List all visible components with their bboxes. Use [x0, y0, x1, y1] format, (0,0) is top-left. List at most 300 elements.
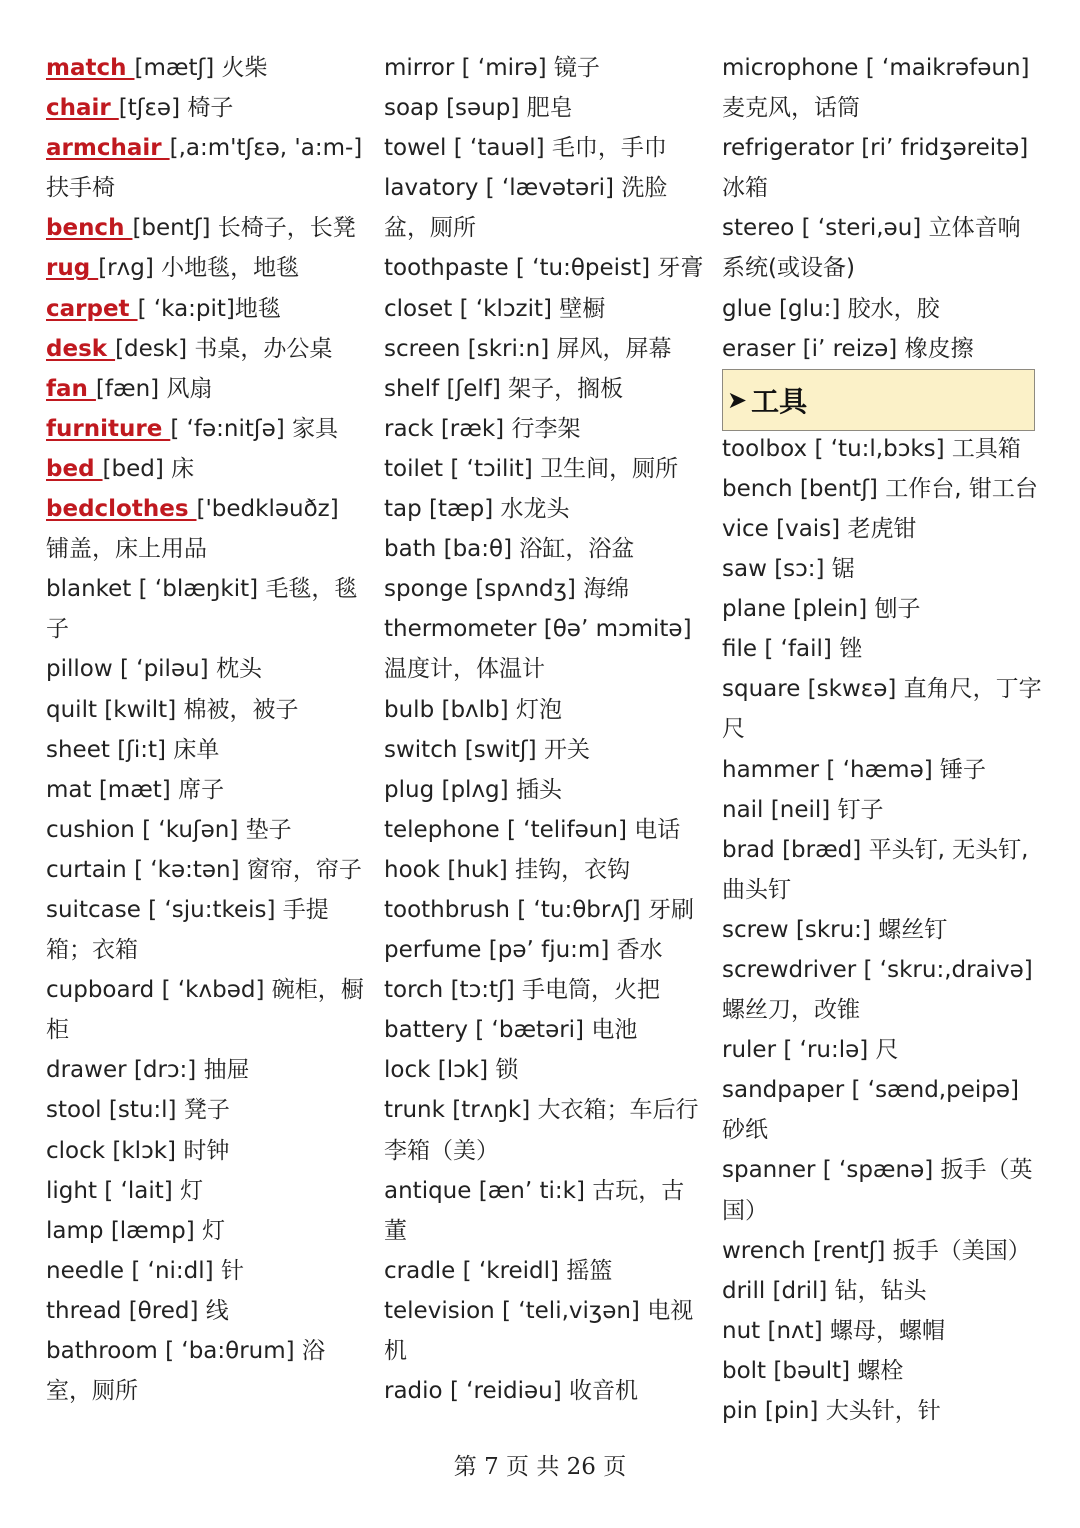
vocab-entry — [46, 409, 364, 449]
vocab-phonetic: [nʌt] — [767, 1317, 830, 1344]
vocab-meaning: 洗脸盆，厕所 — [384, 175, 668, 242]
vocab-meaning: 挂钩，衣钩 — [515, 856, 631, 883]
vocab-meaning: 浴缸，浴盆 — [519, 536, 635, 563]
vocab-phonetic: [vais] — [776, 515, 848, 542]
vocab-entry — [46, 489, 364, 569]
vocab-word: toothpaste — [384, 255, 516, 282]
vocab-meaning: 垫子 — [245, 816, 292, 843]
vocab-phonetic: [rentʃ] — [813, 1237, 893, 1264]
section-header-tools — [722, 369, 1035, 431]
vocab-word: fan — [46, 375, 96, 402]
vocab-phonetic: [ ʻtauəl] — [453, 135, 552, 162]
vocab-word: thread — [46, 1297, 129, 1324]
vocab-entry — [722, 509, 1042, 549]
vocab-meaning: 胶水，胶 — [847, 295, 940, 322]
vocab-word: toilet — [384, 455, 451, 482]
vocab-entry — [722, 1351, 1042, 1391]
vocab-word: soap — [384, 95, 447, 122]
vocab-entry — [722, 429, 1042, 469]
arrow-icon: ➤ — [727, 385, 748, 414]
vocab-phonetic: [ ʻka:pit] — [137, 295, 235, 322]
vocab-entry — [384, 609, 704, 689]
vocab-entry — [384, 1090, 704, 1170]
vocab-entry — [722, 1231, 1042, 1271]
vocab-entry — [46, 1090, 364, 1130]
vocab-meaning: 牙膏 — [657, 255, 704, 282]
vocab-word: hook — [384, 856, 448, 883]
vocab-meaning: 锉 — [839, 636, 863, 663]
vocab-entry — [384, 1251, 704, 1291]
vocab-meaning: 电池 — [591, 1017, 638, 1044]
vocab-word: drawer — [46, 1057, 134, 1084]
vocab-entry — [722, 750, 1042, 790]
vocab-word: vice — [722, 515, 777, 542]
vocab-meaning: 行李架 — [511, 415, 581, 442]
vocab-phonetic: [ ʻsju:tkeis] — [148, 896, 283, 923]
vocab-meaning: 大衣箱；车后行李箱（美） — [384, 1097, 699, 1164]
vocab-phonetic: [ʃi:t] — [117, 736, 174, 763]
vocab-phonetic: [ ʻlævətəri] — [485, 175, 622, 202]
vocab-meaning: 铺盖，床上用品 — [46, 536, 207, 563]
vocab-entry — [384, 810, 704, 850]
vocab-meaning: 屏风，屏幕 — [556, 335, 672, 362]
vocab-meaning: 麦克风，话筒 — [722, 95, 860, 122]
vocab-phonetic: [pəʼ fju:m] — [488, 937, 617, 964]
vocab-word: quilt — [46, 696, 105, 723]
vocab-word: desk — [46, 335, 116, 362]
vocab-word: mat — [46, 776, 99, 803]
vocab-entry — [46, 1331, 364, 1411]
vocab-word: saw — [722, 556, 775, 583]
vocab-entry — [722, 830, 1042, 910]
vocab-word: pillow — [46, 656, 120, 683]
vocab-phonetic: [ ʻkə:tən] — [134, 856, 247, 883]
vocab-entry — [46, 88, 364, 128]
vocab-meaning: 床 — [171, 455, 195, 482]
column-3-bottom — [722, 429, 1042, 1431]
vocab-phonetic: [læmp] — [110, 1217, 203, 1244]
vocab-meaning: 牙刷 — [647, 896, 694, 923]
vocab-phonetic: [ ʻni:dl] — [131, 1257, 221, 1284]
vocab-phonetic: [ ʻreidiəu] — [449, 1378, 570, 1405]
vocab-phonetic: [stu:l] — [108, 1097, 184, 1124]
vocab-word: bathroom — [46, 1338, 166, 1364]
vocab-entry — [46, 1131, 364, 1171]
vocab-word: curtain — [46, 856, 135, 883]
vocab-meaning: 时钟 — [183, 1137, 230, 1164]
vocab-meaning: 凳子 — [183, 1097, 230, 1124]
vocab-phonetic: [mætʃ] — [134, 55, 222, 81]
vocab-entry — [46, 1211, 364, 1251]
vocab-entry — [722, 1030, 1042, 1070]
column-1 — [46, 48, 364, 1411]
vocab-word: refrigerator — [722, 135, 862, 162]
vocab-entry — [46, 48, 364, 88]
vocab-entry — [384, 88, 704, 128]
vocab-phonetic: [tʃεə] — [118, 95, 188, 122]
vocab-meaning: 灯泡 — [515, 696, 562, 723]
vocab-phonetic: [kwilt] — [104, 696, 184, 723]
vocab-phonetic: [səup] — [446, 95, 527, 122]
vocab-entry — [722, 329, 1042, 369]
vocab-word: drill — [722, 1277, 773, 1304]
vocab-entry — [384, 529, 704, 569]
vocab-entry — [384, 730, 704, 770]
vocab-word: thermometer — [384, 616, 544, 643]
vocab-meaning: 枕头 — [215, 656, 262, 683]
vocab-meaning: 灯 — [202, 1217, 226, 1244]
vocab-phonetic: [ænʼ ti:k] — [478, 1177, 593, 1204]
vocab-entry — [722, 1391, 1042, 1431]
vocab-word: antique — [384, 1177, 479, 1204]
vocab-word: bench — [46, 215, 133, 242]
vocab-phonetic: [ ʻmirə] — [461, 55, 554, 81]
vocab-phonetic: [desk] — [115, 335, 195, 362]
vocab-word: cushion — [46, 816, 143, 843]
vocab-word: plane — [722, 596, 794, 623]
vocab-meaning: 立体音响系统(或设备) — [722, 215, 1021, 282]
vocab-phonetic: [ ʻtu:l,bɔks] — [814, 435, 952, 462]
vocab-entry — [46, 649, 364, 689]
vocab-entry — [384, 409, 704, 449]
column-3 — [722, 48, 1042, 1431]
vocab-word: suitcase — [46, 896, 149, 923]
vocab-meaning: 锤子 — [940, 756, 987, 783]
vocab-phonetic: [skru:] — [795, 916, 879, 943]
vocab-phonetic: [skwεə] — [807, 676, 904, 703]
vocab-meaning: 棉被，被子 — [183, 696, 299, 723]
vocab-phonetic: [ræk] — [440, 415, 512, 442]
vocab-word: match — [46, 55, 135, 81]
vocab-phonetic: [trʌŋk] — [452, 1097, 538, 1124]
vocab-word: file — [722, 636, 765, 663]
vocab-meaning: 钉子 — [837, 796, 884, 823]
vocab-word: pin — [722, 1398, 765, 1424]
vocab-word: bulb — [384, 696, 442, 723]
vocab-meaning: 锯 — [831, 556, 855, 583]
vocab-entry — [722, 128, 1042, 208]
vocab-phonetic: [lɔk] — [437, 1057, 496, 1084]
vocab-phonetic: [ ʻtu:θpeist] — [515, 255, 658, 282]
vocab-meaning: 砂纸 — [722, 1117, 768, 1144]
vocab-phonetic: [bentʃ] — [799, 475, 886, 502]
vocab-meaning: 螺栓 — [857, 1357, 904, 1384]
vocab-word: lock — [384, 1057, 438, 1084]
vocab-entry — [722, 1271, 1042, 1311]
vocab-entry — [722, 208, 1042, 288]
vocab-word: screw — [722, 916, 796, 943]
vocab-word: bedclothes — [46, 496, 197, 523]
vocab-phonetic: [tɔ:tʃ] — [450, 977, 522, 1004]
vocab-entry — [722, 549, 1042, 589]
vocab-word: brad — [722, 836, 783, 863]
vocab-word: ruler — [722, 1037, 784, 1064]
vocab-entry — [384, 369, 704, 409]
vocab-phonetic: [ ʻsteri,əu] — [801, 215, 929, 242]
vocab-entry — [384, 1371, 704, 1411]
vocab-phonetic: [glu:] — [779, 295, 848, 322]
vocab-word: towel — [384, 135, 454, 162]
vocab-meaning: 肥皂 — [526, 95, 573, 122]
vocab-meaning: 大头针，针 — [825, 1398, 941, 1424]
vocab-word: stereo — [722, 215, 802, 242]
vocab-meaning: 床单 — [173, 736, 220, 763]
vocab-meaning: 线 — [205, 1297, 229, 1324]
vocab-entry — [384, 1050, 704, 1090]
vocab-meaning: 手电筒，火把 — [521, 977, 660, 1004]
vocab-entry — [46, 730, 364, 770]
vocab-phonetic: [ ʻtɔilit] — [450, 455, 541, 482]
vocab-meaning: 冰箱 — [722, 175, 768, 202]
vocab-phonetic: [ ʻbætəri] — [475, 1017, 592, 1044]
vocab-entry — [384, 690, 704, 730]
vocab-word: rack — [384, 415, 441, 442]
vocab-word: perfume — [384, 937, 489, 964]
vocab-meaning: 老虎钳 — [847, 515, 917, 542]
vocab-phonetic: [ ʻtu:θbrʌʃ] — [517, 896, 648, 923]
vocab-meaning: 海绵 — [583, 576, 630, 603]
vocab-phonetic: [ ʻpiləu] — [119, 656, 216, 683]
vocab-phonetic: [ ʻhæmə] — [826, 756, 941, 783]
vocab-entry — [384, 449, 704, 489]
vocab-phonetic: [ ʻkreidl] — [462, 1257, 567, 1284]
vocab-word: wrench — [722, 1237, 814, 1264]
vocab-word: furniture — [46, 415, 171, 442]
vocab-word: eraser — [722, 335, 803, 362]
vocab-word: clock — [46, 1137, 113, 1164]
vocab-phonetic: [dril] — [772, 1277, 835, 1304]
vocab-meaning: 小地毯，地毯 — [161, 255, 300, 282]
vocab-word: spanner — [722, 1157, 823, 1184]
vocab-meaning: 灯 — [180, 1177, 204, 1204]
vocab-phonetic: [,a:m'tʃεə, 'a:m-] — [169, 135, 363, 162]
vocab-phonetic: [bʌlb] — [441, 696, 516, 723]
vocab-meaning: 火柴 — [221, 55, 268, 81]
vocab-phonetic: [tæp] — [429, 496, 501, 523]
vocab-phonetic: [mæt] — [98, 776, 179, 803]
vocab-entry — [46, 1171, 364, 1211]
vocab-entry — [46, 329, 364, 369]
vocab-entry — [46, 690, 364, 730]
vocab-meaning: 家具 — [292, 415, 339, 442]
vocab-word: microphone — [722, 55, 866, 81]
vocab-entry — [46, 1291, 364, 1331]
vocab-entry — [722, 469, 1042, 509]
vocab-phonetic: [ ʻsænd,peipə] — [851, 1077, 1019, 1104]
vocab-entry — [46, 770, 364, 810]
vocab-phonetic: [drɔ:] — [133, 1057, 204, 1084]
vocab-word: square — [722, 676, 808, 703]
vocab-entry — [722, 289, 1042, 329]
vocab-entry — [384, 1291, 704, 1371]
vocab-meaning: 手提箱；衣箱 — [46, 896, 329, 964]
vocab-meaning: 碗柜，橱柜 — [46, 977, 364, 1044]
vocab-phonetic: [ ʻlait] — [104, 1177, 181, 1204]
vocab-phonetic: [ba:θ] — [443, 536, 520, 563]
vocab-word: bed — [46, 455, 103, 482]
vocab-entry — [722, 950, 1042, 1030]
vocab-meaning: 开关 — [543, 736, 590, 763]
vocab-word: telephone — [384, 816, 507, 843]
section-title: 工具 — [751, 384, 808, 418]
vocab-entry — [46, 248, 364, 288]
vocab-word: screwdriver — [722, 956, 864, 983]
vocab-word: armchair — [46, 135, 170, 162]
vocab-entry — [384, 1010, 704, 1050]
vocab-word: cradle — [384, 1257, 463, 1284]
vocab-word: closet — [384, 295, 460, 322]
vocab-entry — [384, 248, 704, 288]
vocab-entry — [384, 48, 704, 88]
vocab-phonetic: [skri:n] — [467, 335, 557, 362]
vocab-entry — [384, 168, 704, 248]
vocab-phonetic: [riʼ fridʒəreitə] — [861, 135, 1029, 162]
vocab-word: lamp — [46, 1217, 111, 1244]
vocab-phonetic: [ ʻblæŋkit] — [138, 576, 266, 603]
vocab-word: plug — [384, 776, 442, 803]
vocab-entry — [46, 890, 364, 970]
vocab-phonetic: [ ʻru:lə] — [783, 1037, 876, 1064]
vocab-meaning: 椅子 — [187, 95, 234, 122]
vocab-meaning: 毛毯，毯子 — [46, 576, 358, 643]
column-3-top — [722, 48, 1042, 369]
vocab-phonetic: [θəʼ mɔmitə] — [543, 616, 692, 643]
vocab-phonetic: ['bedkləuðz] — [196, 496, 339, 523]
vocab-entry — [46, 1050, 364, 1090]
vocab-word: nail — [722, 796, 771, 823]
vocab-word: needle — [46, 1257, 132, 1284]
vocab-word: light — [46, 1177, 105, 1204]
vocab-entry — [722, 669, 1042, 749]
vocab-meaning: 香水 — [616, 937, 663, 964]
vocab-entry — [722, 1150, 1042, 1230]
vocab-entry — [46, 569, 364, 649]
vocab-phonetic: [ ʻteli,viʒən] — [502, 1297, 648, 1324]
vocab-phonetic: [iʼ reizə] — [802, 335, 905, 362]
vocab-entry — [722, 629, 1042, 669]
vocab-phonetic: [ʃelf] — [446, 375, 509, 402]
vocab-entry — [384, 289, 704, 329]
vocab-entry — [722, 1311, 1042, 1351]
vocab-word: blanket — [46, 576, 139, 603]
vocab-meaning: 镜子 — [553, 55, 600, 81]
vocab-word: glue — [722, 295, 780, 322]
vocab-phonetic: [bəult] — [773, 1357, 858, 1384]
vocab-word: radio — [384, 1378, 450, 1405]
vocab-word: mirror — [384, 55, 462, 81]
vocab-word: nut — [722, 1317, 768, 1344]
vocab-meaning: 壁橱 — [559, 295, 606, 322]
vocab-word: toolbox — [722, 435, 815, 462]
vocab-word: hammer — [722, 756, 827, 783]
vocab-entry — [46, 1251, 364, 1291]
vocab-meaning: 尺 — [875, 1037, 899, 1064]
vocab-meaning: 扳手（英国） — [722, 1157, 1033, 1224]
vocab-entry — [384, 770, 704, 810]
vocab-entry — [46, 369, 364, 409]
vocab-word: trunk — [384, 1097, 453, 1124]
page-footer: 第 7 页 共 26 页 — [453, 1454, 627, 1480]
vocab-phonetic: [huk] — [447, 856, 516, 883]
vocab-meaning: 电视机 — [384, 1297, 694, 1364]
vocab-phonetic: [ ʻklɔzit] — [459, 295, 560, 322]
vocab-word: bench — [722, 475, 800, 502]
vocab-meaning: 摇篮 — [566, 1257, 613, 1284]
vocab-phonetic: [ ʻkuʃən] — [142, 816, 246, 843]
vocab-phonetic: [neil] — [770, 796, 838, 823]
vocab-phonetic: [ ʻskru:,draivə] — [863, 956, 1033, 983]
vocab-phonetic: [plʌg] — [441, 776, 516, 803]
vocab-phonetic: [bræd] — [782, 836, 869, 863]
vocab-phonetic: [plein] — [793, 596, 875, 623]
vocab-meaning: 抽屉 — [203, 1057, 250, 1084]
vocab-entry — [722, 48, 1042, 128]
vocab-entry — [384, 489, 704, 529]
vocab-word: switch — [384, 736, 465, 763]
vocab-phonetic: [bed] — [102, 455, 172, 482]
vocab-meaning: 直角尺，丁字尺 — [722, 676, 1042, 743]
vocab-entry — [722, 1070, 1042, 1150]
vocab-meaning: 工具箱 — [951, 435, 1021, 462]
vocab-phonetic: [θred] — [128, 1297, 206, 1324]
vocab-meaning: 扳手（美国） — [892, 1237, 1031, 1264]
vocab-entry — [384, 569, 704, 609]
vocab-word: lavatory — [384, 175, 486, 202]
vocab-word: sponge — [384, 576, 476, 603]
vocab-word: rug — [46, 255, 99, 282]
vocab-phonetic: [switʃ] — [464, 736, 544, 763]
column-2 — [384, 48, 704, 1411]
vocab-phonetic: [pin] — [764, 1398, 826, 1424]
vocab-entry — [46, 208, 364, 248]
vocab-meaning: 工作台, 钳工台 — [885, 475, 1038, 502]
vocab-entry — [384, 890, 704, 930]
vocab-entry — [46, 810, 364, 850]
vocab-meaning: 书桌，办公桌 — [194, 335, 333, 362]
vocab-entry — [722, 589, 1042, 629]
vocab-phonetic: [bentʃ] — [132, 215, 218, 242]
vocab-meaning: 橡皮擦 — [904, 335, 974, 362]
vocab-meaning: 席子 — [178, 776, 225, 803]
vocab-meaning: 钻，钻头 — [834, 1277, 927, 1304]
vocab-entry — [46, 289, 364, 329]
vocab-entry — [46, 970, 364, 1050]
vocab-entry — [46, 449, 364, 489]
vocab-entry — [384, 128, 704, 168]
vocab-entry — [384, 1171, 704, 1251]
vocab-phonetic: [ ʻspænə] — [822, 1157, 941, 1184]
vocab-word: screen — [384, 335, 468, 362]
vocab-word: television — [384, 1297, 503, 1324]
vocab-word: shelf — [384, 375, 447, 402]
vocab-word: toothbrush — [384, 896, 518, 923]
vocab-meaning: 电话 — [634, 816, 681, 843]
vocab-phonetic: [ ʻkʌbəd] — [161, 977, 272, 1004]
vocab-phonetic: [ ʻmaikrəfəun] — [865, 55, 1030, 81]
vocab-entry — [384, 329, 704, 369]
vocab-meaning: 温度计，体温计 — [384, 656, 545, 683]
vocab-meaning: 螺丝钉 — [878, 916, 948, 943]
vocab-entry — [384, 930, 704, 970]
vocab-entry — [46, 850, 364, 890]
vocab-word: chair — [46, 95, 119, 122]
vocab-word: bolt — [722, 1357, 774, 1384]
vocab-meaning: 水龙头 — [500, 496, 570, 523]
vocab-meaning: 插头 — [515, 776, 562, 803]
vocab-meaning: 浴室，厕所 — [46, 1338, 325, 1405]
vocab-phonetic: [ ʻba:θrum] — [165, 1338, 302, 1364]
vocab-meaning: 螺母，螺帽 — [829, 1317, 945, 1344]
